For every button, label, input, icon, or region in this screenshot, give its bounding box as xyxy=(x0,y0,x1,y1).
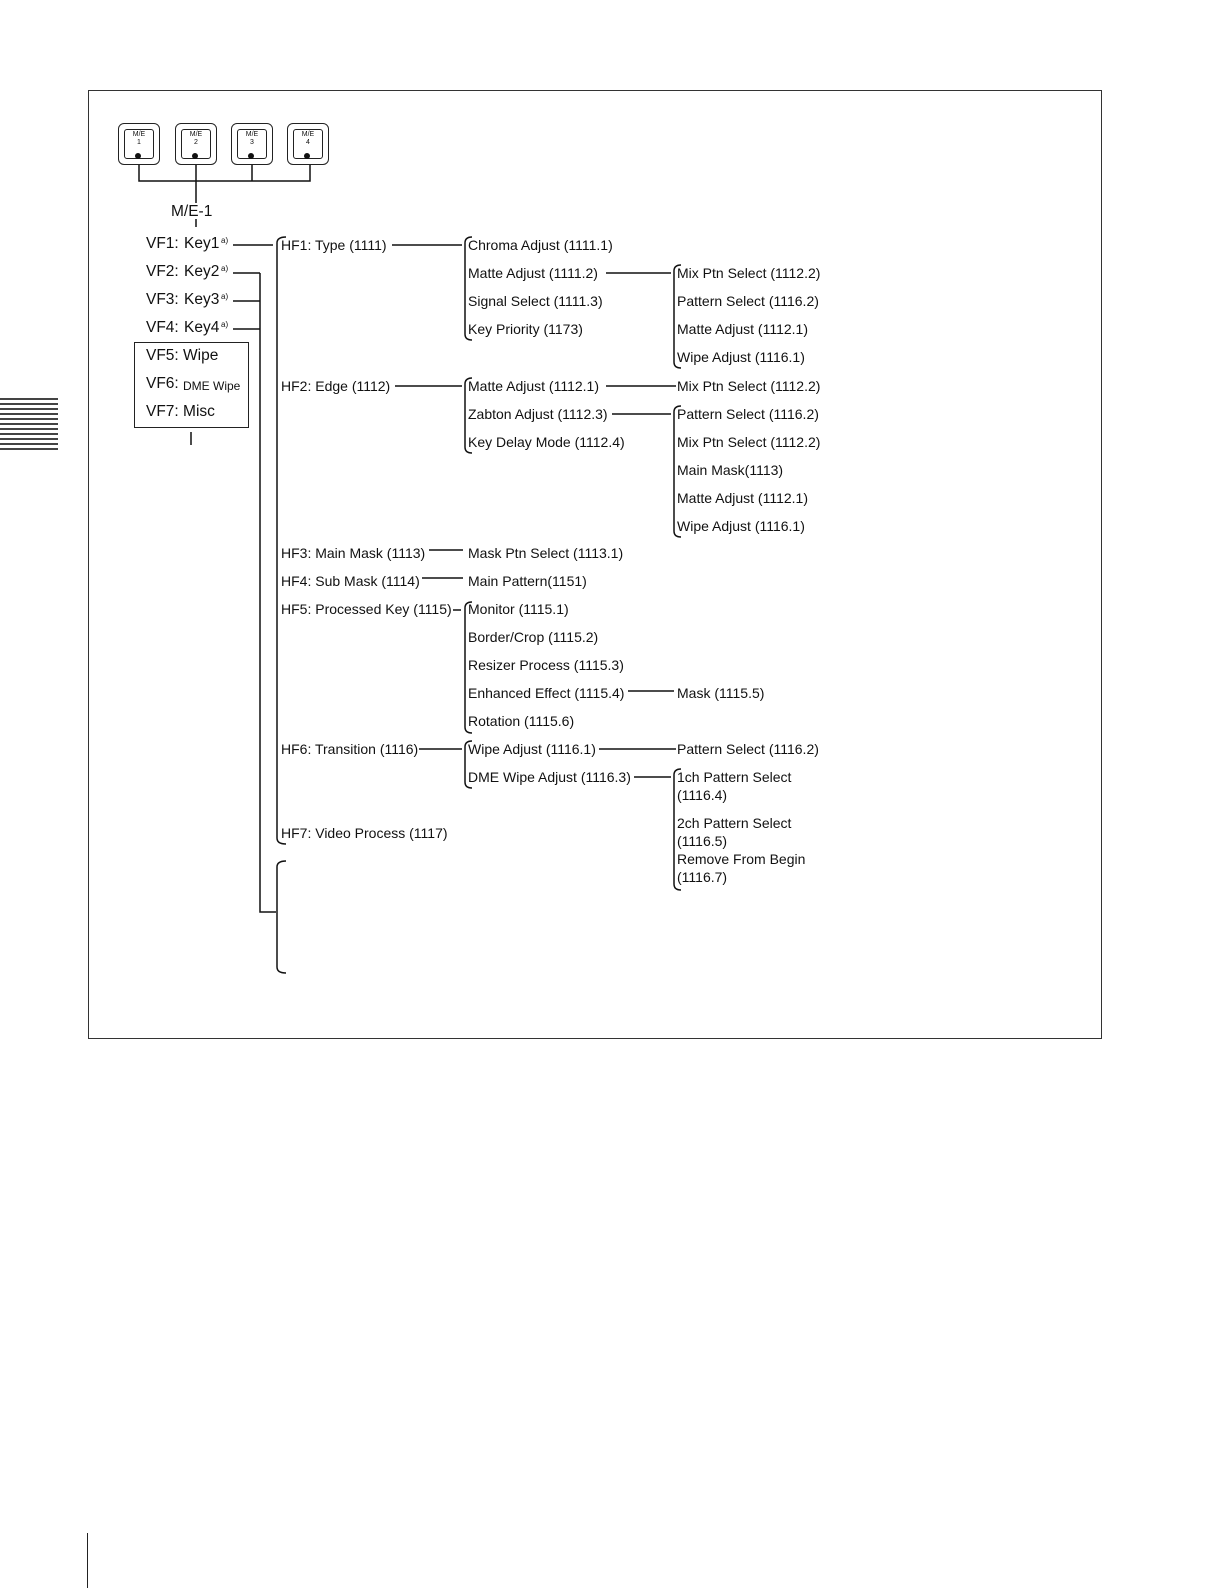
vf1-key1-name[interactable]: Key1 xyxy=(184,235,220,252)
matte-wipe-adjust[interactable]: Wipe Adjust (1116.1) xyxy=(677,349,805,365)
dme-2ch-pattern-select[interactable]: 2ch Pattern Select xyxy=(677,815,792,831)
me-1-label: M/E-1 xyxy=(171,203,213,220)
vf3-key3-name[interactable]: Key3 xyxy=(184,291,220,308)
vf5-wipe[interactable]: VF5: Wipe xyxy=(146,347,219,364)
zabton-pattern-select[interactable]: Pattern Select (1116.2) xyxy=(677,406,819,422)
vf3-key3-footnote: a) xyxy=(221,292,229,301)
sub-mask-main-pattern[interactable]: Main Pattern(1151) xyxy=(468,573,587,589)
me-3-button-number: 3 xyxy=(250,139,254,146)
processed-key-enhanced-effect[interactable]: Enhanced Effect (1115.4) xyxy=(468,685,625,701)
vf1-key1-prefix: VF1: xyxy=(146,235,179,252)
me-4-button-number: 4 xyxy=(306,139,310,146)
vf4-key4-prefix: VF4: xyxy=(146,319,179,336)
vf4-key4-name[interactable]: Key4 xyxy=(184,319,220,336)
type-signal-select[interactable]: Signal Select (1111.3) xyxy=(468,293,603,309)
matte-mix-ptn-select[interactable]: Mix Ptn Select (1112.2) xyxy=(677,265,821,281)
dme-remove-from-begin-code: (1116.7) xyxy=(677,869,728,885)
dme-2ch-pattern-select-code: (1116.5) xyxy=(677,833,728,849)
zabton-mix-ptn-select[interactable]: Mix Ptn Select (1112.2) xyxy=(677,434,821,450)
edge-matte-adjust[interactable]: Matte Adjust (1112.1) xyxy=(468,378,599,394)
matte-matte-adjust[interactable]: Matte Adjust (1112.1) xyxy=(677,321,808,337)
hf4-sub-mask[interactable]: HF4: Sub Mask (1114) xyxy=(281,573,420,589)
vf3-key3-prefix: VF3: xyxy=(146,291,179,308)
me-1-button-number: 1 xyxy=(137,139,141,146)
matte-pattern-select[interactable]: Pattern Select (1116.2) xyxy=(677,293,819,309)
transition-dme-wipe-adjust[interactable]: DME Wipe Adjust (1116.3) xyxy=(468,769,631,785)
transition-wipe-adjust[interactable]: Wipe Adjust (1116.1) xyxy=(468,741,596,757)
wipe-adjust-pattern-select[interactable]: Pattern Select (1116.2) xyxy=(677,741,819,757)
hf1-type[interactable]: HF1: Type (1111) xyxy=(281,237,387,253)
me-3-button-label: M/E xyxy=(245,131,259,138)
hf6-transition[interactable]: HF6: Transition (1116) xyxy=(281,741,419,757)
me-3-button[interactable] xyxy=(231,123,273,165)
hf3-main-mask[interactable]: HF3: Main Mask (1113) xyxy=(281,545,426,561)
vf4-key4-footnote: a) xyxy=(221,320,229,329)
type-matte-adjust[interactable]: Matte Adjust (1111.2) xyxy=(468,265,598,281)
hf2-edge[interactable]: HF2: Edge (1112) xyxy=(281,378,391,394)
main-mask-ptn-select[interactable]: Mask Ptn Select (1113.1) xyxy=(468,545,624,561)
processed-key-monitor[interactable]: Monitor (1115.1) xyxy=(468,601,569,617)
edge-matte-mix-ptn-select[interactable]: Mix Ptn Select (1112.2) xyxy=(677,378,821,394)
zabton-wipe-adjust[interactable]: Wipe Adjust (1116.1) xyxy=(677,518,805,534)
vf2-key2-footnote: a) xyxy=(221,264,229,273)
me-2-button[interactable] xyxy=(175,123,217,165)
type-chroma-adjust[interactable]: Chroma Adjust (1111.1) xyxy=(468,237,613,253)
dme-1ch-pattern-select[interactable]: 1ch Pattern Select xyxy=(677,769,792,785)
me-4-indicator-dot xyxy=(304,153,310,159)
type-key-priority[interactable]: Key Priority (1173) xyxy=(468,321,583,337)
me-2-indicator-dot xyxy=(192,153,198,159)
edge-key-delay-mode[interactable]: Key Delay Mode (1112.4) xyxy=(468,434,625,450)
zabton-main-mask[interactable]: Main Mask(1113) xyxy=(677,462,784,478)
dme-1ch-pattern-select-code: (1116.4) xyxy=(677,787,728,803)
processed-key-rotation[interactable]: Rotation (1115.6) xyxy=(468,713,575,729)
me-4-button-label: M/E xyxy=(301,131,315,138)
vf6-prefix: VF6: xyxy=(146,375,179,392)
vf2-key2-prefix: VF2: xyxy=(146,263,179,280)
me-1-indicator-dot xyxy=(135,153,141,159)
vf1-key1-footnote: a) xyxy=(221,236,229,245)
me-4-button[interactable] xyxy=(287,123,329,165)
me-1-button[interactable] xyxy=(118,123,160,165)
me-3-indicator-dot xyxy=(248,153,254,159)
vf7-misc[interactable]: VF7: Misc xyxy=(146,403,215,420)
me-2-button-number: 2 xyxy=(194,139,198,146)
zabton-matte-adjust[interactable]: Matte Adjust (1112.1) xyxy=(677,490,808,506)
me-2-button-label: M/E xyxy=(189,131,203,138)
hf7-video-process[interactable]: HF7: Video Process (1117) xyxy=(281,825,448,841)
processed-key-resizer[interactable]: Resizer Process (1115.3) xyxy=(468,657,624,673)
me-1-button-label: M/E xyxy=(132,131,146,138)
vf6-dme-wipe[interactable]: DME Wipe xyxy=(183,379,241,393)
processed-key-border-crop[interactable]: Border/Crop (1115.2) xyxy=(468,629,599,645)
hf5-processed-key[interactable]: HF5: Processed Key (1115) xyxy=(281,601,452,617)
edge-zabton-adjust[interactable]: Zabton Adjust (1112.3) xyxy=(468,406,608,422)
vf2-key2-name[interactable]: Key2 xyxy=(184,263,220,280)
enhanced-mask[interactable]: Mask (1115.5) xyxy=(677,685,765,701)
dme-remove-from-begin[interactable]: Remove From Begin xyxy=(677,851,806,867)
